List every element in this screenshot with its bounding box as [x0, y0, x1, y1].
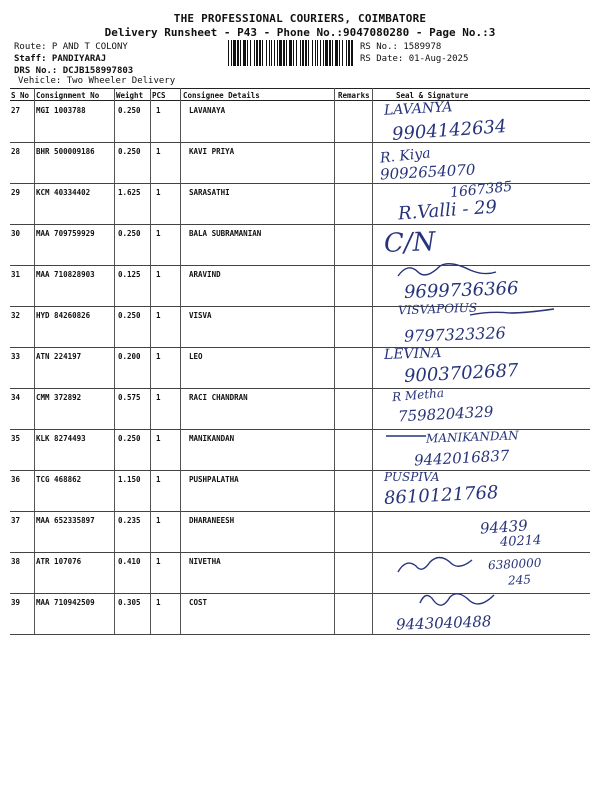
barcode-bar	[277, 40, 278, 66]
rs-number: RS No.: 1589978	[360, 42, 442, 52]
cell-weight: 0.250	[118, 434, 141, 443]
barcode-bar	[237, 40, 239, 66]
cell-sno: 27	[11, 106, 21, 115]
barcode-bar	[233, 40, 236, 66]
barcode-bar	[335, 40, 338, 66]
cell-consignee: COST	[189, 598, 208, 607]
cell-sno: 36	[11, 475, 21, 484]
barcode-bar	[262, 40, 263, 66]
barcode-bar	[302, 40, 304, 66]
cell-consignee: VISVA	[189, 311, 212, 320]
barcode	[228, 40, 354, 66]
cell-consignee: KAVI PRIYA	[189, 147, 235, 156]
cell-pcs: 1	[156, 352, 161, 361]
cell-consignee: LAVANAYA	[189, 106, 226, 115]
cell-sno: 31	[11, 270, 21, 279]
handwritten-signature: R Metha	[391, 385, 445, 405]
barcode-bar	[308, 40, 309, 66]
column-header-consignment: Consignment No	[36, 91, 100, 100]
cell-pcs: 1	[156, 270, 161, 279]
cell-pcs: 1	[156, 393, 161, 402]
barcode-bar	[283, 40, 285, 66]
handwritten-signature: C/N	[383, 227, 436, 259]
cell-consignment-no: CMM 372892	[36, 393, 82, 402]
cell-consignee: ARAVIND	[189, 270, 221, 279]
vehicle-label: Vehicle: Two Wheeler Delivery	[18, 76, 176, 86]
barcode-bar	[332, 40, 333, 66]
cell-pcs: 1	[156, 106, 161, 115]
cell-consignment-no: BHR 500009186	[36, 147, 95, 156]
barcode-bar	[266, 40, 267, 66]
cell-consignee: PUSHPALATHA	[189, 475, 239, 484]
cell-pcs: 1	[156, 557, 161, 566]
drs-number: DRS No.: DCJB158997803	[14, 66, 134, 76]
column-header-seal: Seal & Signature	[396, 91, 469, 100]
cell-consignee: RACI CHANDRAN	[189, 393, 248, 402]
cell-pcs: 1	[156, 475, 161, 484]
cell-sno: 32	[11, 311, 21, 320]
handwritten-signature: R.Valli - 29	[397, 196, 498, 225]
barcode-bar	[312, 40, 313, 66]
cell-sno: 30	[11, 229, 21, 238]
cell-pcs: 1	[156, 229, 161, 238]
cell-weight: 0.250	[118, 106, 141, 115]
cell-sno: 39	[11, 598, 21, 607]
cell-consignee: DHARANEESH	[189, 516, 235, 525]
row-divider	[10, 224, 590, 225]
barcode-bar	[320, 40, 321, 66]
cell-pcs: 1	[156, 147, 161, 156]
cell-weight: 0.575	[118, 393, 141, 402]
cell-consignment-no: ATR 107076	[36, 557, 82, 566]
rs-date: RS Date: 01-Aug-2025	[360, 54, 469, 64]
table-header-divider	[10, 100, 590, 101]
barcode-bar	[256, 40, 258, 66]
cell-sno: 34	[11, 393, 21, 402]
handwritten-signature: 6380000	[487, 555, 542, 573]
signature-stroke	[420, 594, 494, 605]
barcode-bar	[274, 40, 275, 66]
handwritten-signature: 1667385	[449, 178, 514, 202]
barcode-bar	[305, 40, 307, 66]
row-divider	[10, 470, 590, 471]
cell-pcs: 1	[156, 311, 161, 320]
handwritten-signature: 9092654070	[379, 160, 476, 184]
barcode-bar	[271, 40, 272, 66]
cell-consignment-no: MAA 709759929	[36, 229, 95, 238]
barcode-bar	[247, 40, 248, 66]
column-header-pcs: PCS	[152, 91, 166, 100]
barcode-bar	[351, 40, 353, 66]
row-divider	[10, 593, 590, 594]
handwritten-signature: 9003702687	[403, 360, 520, 387]
cell-sno: 38	[11, 557, 21, 566]
handwritten-signature: 9797323326	[403, 323, 507, 346]
column-header-remarks: Remarks	[338, 91, 370, 100]
cell-consignment-no: MAA 652335897	[36, 516, 95, 525]
row-divider	[10, 265, 590, 266]
handwritten-signature: 7598204329	[397, 402, 494, 426]
barcode-bar	[269, 40, 270, 66]
table-top-border	[10, 88, 590, 89]
cell-sno: 29	[11, 188, 21, 197]
row-divider	[10, 511, 590, 512]
cell-consignee: MANIKANDAN	[189, 434, 235, 443]
barcode-bar	[243, 40, 246, 66]
cell-consignment-no: MAA 710942509	[36, 598, 95, 607]
row-divider	[10, 388, 590, 389]
cell-sno: 28	[11, 147, 21, 156]
barcode-bar	[289, 40, 292, 66]
cell-weight: 1.150	[118, 475, 141, 484]
barcode-bar	[293, 40, 294, 66]
barcode-bar	[296, 40, 297, 66]
row-divider	[10, 552, 590, 553]
cell-consignment-no: KCM 40334402	[36, 188, 91, 197]
barcode-bar	[250, 40, 251, 66]
handwritten-signature: 9442016837	[413, 446, 510, 470]
barcode-bar	[231, 40, 232, 66]
barcode-bar	[325, 40, 328, 66]
route-label: Route: P AND T COLONY	[14, 42, 128, 52]
barcode-bar	[342, 40, 343, 66]
cell-pcs: 1	[156, 516, 161, 525]
barcode-bar	[346, 40, 347, 66]
cell-weight: 0.200	[118, 352, 141, 361]
handwritten-signature: LEVINA	[383, 345, 442, 363]
cell-weight: 0.305	[118, 598, 141, 607]
cell-sno: 33	[11, 352, 21, 361]
barcode-bar	[315, 40, 316, 66]
cell-weight: 0.235	[118, 516, 141, 525]
cell-consignment-no: MGI 1003788	[36, 106, 86, 115]
cell-weight: 1.625	[118, 188, 141, 197]
handwritten-signature: MANIKANDAN	[425, 428, 519, 446]
row-divider	[10, 142, 590, 143]
cell-sno: 35	[11, 434, 21, 443]
cell-weight: 0.250	[118, 311, 141, 320]
cell-weight: 0.250	[118, 147, 141, 156]
handwritten-signature: 40214	[499, 532, 542, 551]
cell-weight: 0.125	[118, 270, 141, 279]
handwritten-signature: LAVANYA	[383, 99, 453, 119]
barcode-bar	[348, 40, 350, 66]
handwritten-signature: 9904142634	[391, 116, 508, 145]
cell-consignment-no: ATN 224197	[36, 352, 82, 361]
cell-weight: 0.250	[118, 229, 141, 238]
cell-consignment-no: HYD 84260826	[36, 311, 91, 320]
cell-weight: 0.410	[118, 557, 141, 566]
cell-pcs: 1	[156, 598, 161, 607]
column-header-sno: S No	[11, 91, 30, 100]
cell-consignee: BALA SUBRAMANIAN	[189, 229, 262, 238]
handwritten-signature: 8610121768	[383, 482, 500, 509]
column-header-consignee: Consignee Details	[183, 91, 260, 100]
barcode-bar	[259, 40, 261, 66]
cell-sno: 37	[11, 516, 21, 525]
cell-pcs: 1	[156, 434, 161, 443]
cell-pcs: 1	[156, 188, 161, 197]
cell-consignment-no: KLK 8274493	[36, 434, 86, 443]
barcode-bar	[228, 40, 229, 66]
signature-stroke	[470, 309, 554, 315]
handwritten-signature: 9699736366	[403, 278, 519, 303]
cell-consignee: SARASATHI	[189, 188, 230, 197]
handwritten-signature: 9443040488	[395, 612, 492, 634]
handwritten-signature: 94439	[479, 516, 529, 538]
barcode-bar	[240, 40, 241, 66]
cell-consignee: LEO	[189, 352, 203, 361]
barcode-bar	[300, 40, 301, 66]
company-name: THE PROFESSIONAL COURIERS, COIMBATORE	[173, 12, 427, 25]
handwritten-signature: R. Kiya	[379, 145, 432, 167]
barcode-bar	[279, 40, 282, 66]
barcode-bar	[286, 40, 287, 66]
runsheet-title: Delivery Runsheet - P43 - Phone No.:9047080280 - Page No.:3	[104, 26, 496, 39]
barcode-bar	[339, 40, 340, 66]
handwritten-signature: 245	[507, 572, 532, 588]
signature-stroke	[398, 557, 472, 572]
row-divider	[10, 347, 590, 348]
handwritten-signature: PUSPIVA	[384, 470, 440, 484]
row-divider	[10, 634, 590, 635]
barcode-bar	[317, 40, 318, 66]
cell-consignment-no: TCG 468862	[36, 475, 82, 484]
row-divider	[10, 429, 590, 430]
barcode-bar	[254, 40, 255, 66]
row-divider	[10, 306, 590, 307]
staff-label: Staff: PANDIYARAJ	[14, 54, 107, 64]
barcode-bar	[329, 40, 331, 66]
barcode-bar	[323, 40, 324, 66]
cell-consignee: NIVETHA	[189, 557, 221, 566]
column-header-weight: Weight	[116, 91, 144, 100]
cell-consignment-no: MAA 710828903	[36, 270, 95, 279]
row-divider	[10, 183, 590, 184]
handwritten-signature: VISVAPOIUS	[397, 300, 478, 318]
